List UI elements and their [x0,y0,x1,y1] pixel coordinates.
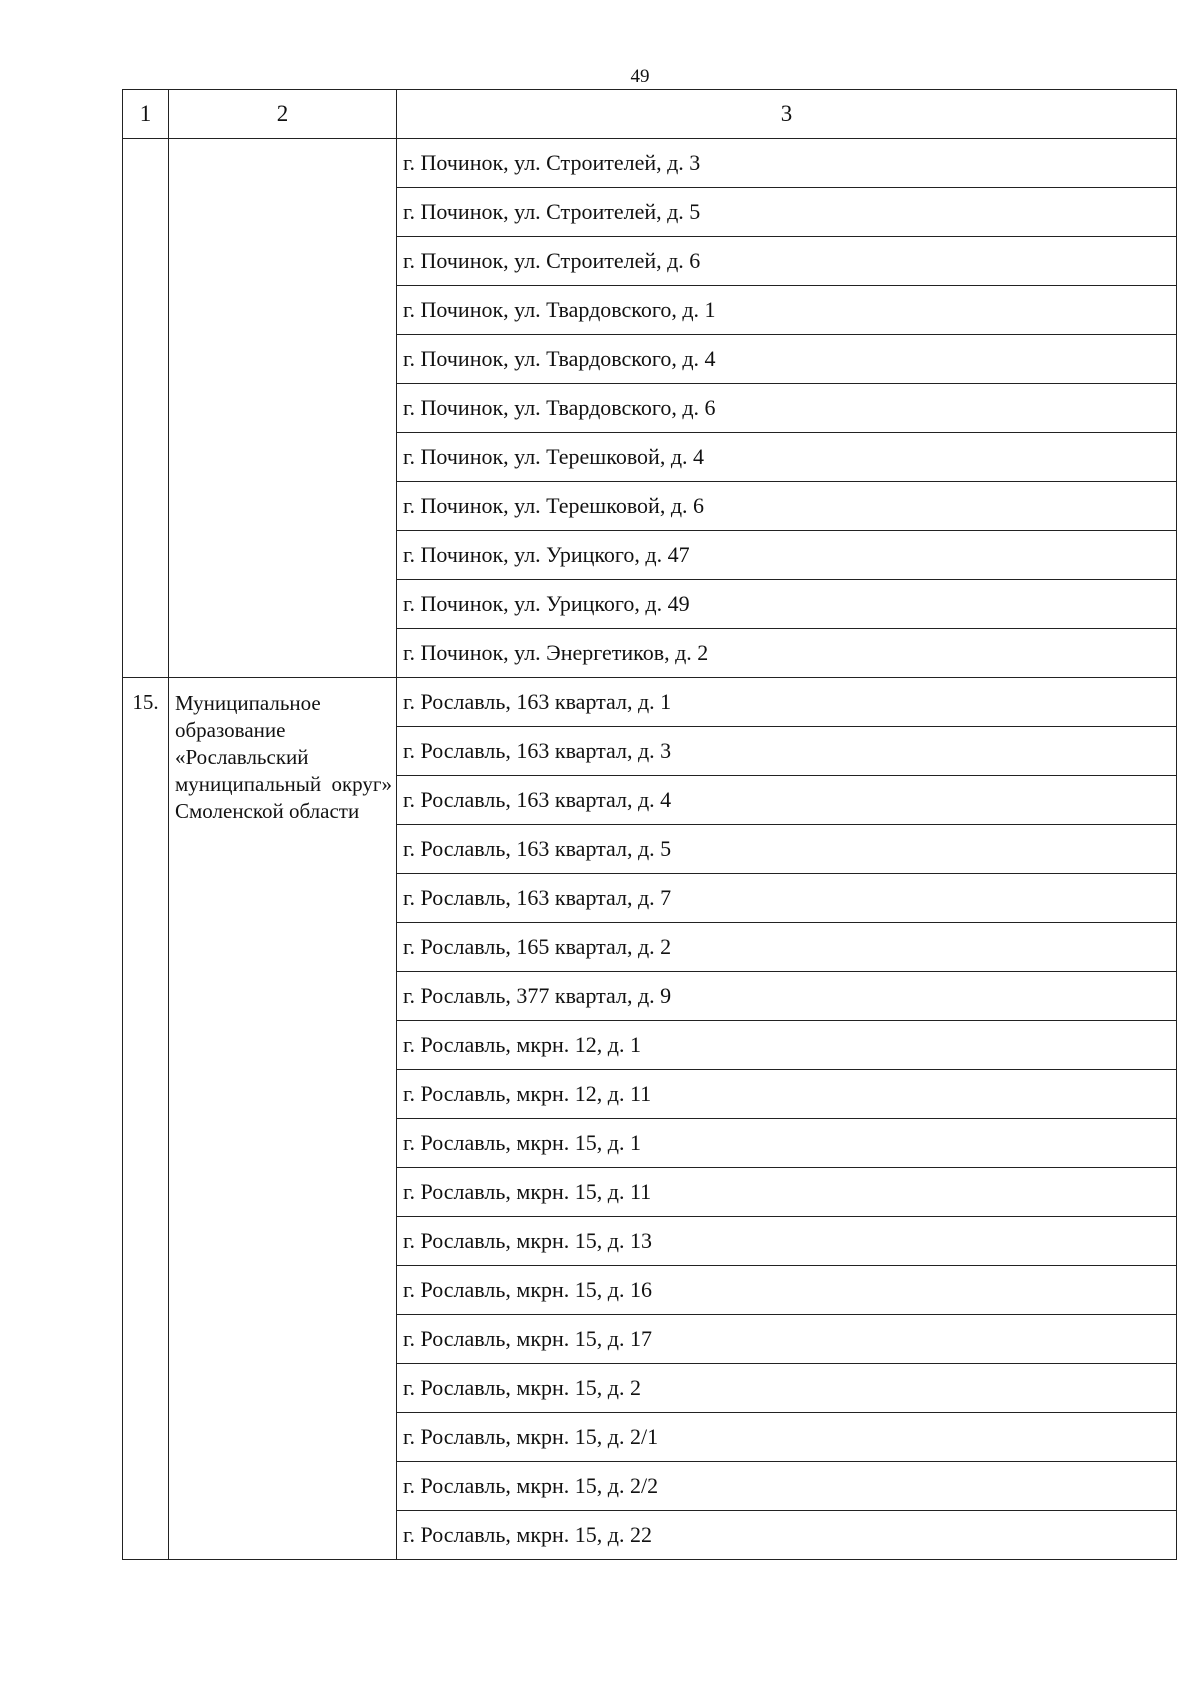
address-cell: г. Рославль, мкрн. 12, д. 1 [397,1021,1177,1070]
address-cell: г. Рославль, мкрн. 15, д. 22 [397,1511,1177,1560]
header-col-3: 3 [397,90,1177,139]
address-cell: г. Рославль, 163 квартал, д. 5 [397,825,1177,874]
header-col-2: 2 [169,90,397,139]
section-number: 15. [123,678,169,1560]
address-table [122,89,1177,1560]
address-cell: г. Починок, ул. Энергетиков, д. 2 [397,629,1177,678]
address-cell: г. Починок, ул. Строителей, д. 6 [397,237,1177,286]
address-cell: г. Починок, ул. Терешковой, д. 6 [397,482,1177,531]
header-col-1: 1 [123,90,169,139]
page-number: 49 [630,66,650,87]
address-cell: г. Рославль, мкрн. 15, д. 2/1 [397,1413,1177,1462]
address-cell: г. Починок, ул. Урицкого, д. 47 [397,531,1177,580]
address-cell: г. Починок, ул. Урицкого, д. 49 [397,580,1177,629]
address-cell: г. Рославль, 163 квартал, д. 4 [397,776,1177,825]
address-cell: г. Починок, ул. Твардовского, д. 4 [397,335,1177,384]
address-cell: г. Рославль, 165 квартал, д. 2 [397,923,1177,972]
address-cell: г. Рославль, мкрн. 15, д. 17 [397,1315,1177,1364]
address-cell: г. Починок, ул. Твардовского, д. 1 [397,286,1177,335]
section-number [123,139,169,678]
address-cell: г. Починок, ул. Строителей, д. 3 [397,139,1177,188]
address-cell: г. Рославль, мкрн. 15, д. 1 [397,1119,1177,1168]
address-cell: г. Рославль, 377 квартал, д. 9 [397,972,1177,1021]
address-cell: г. Починок, ул. Терешковой, д. 4 [397,433,1177,482]
address-cell: г. Рославль, 163 квартал, д. 3 [397,727,1177,776]
address-cell: г. Починок, ул. Твардовского, д. 6 [397,384,1177,433]
address-cell: г. Рославль, мкрн. 15, д. 13 [397,1217,1177,1266]
address-cell: г. Рославль, мкрн. 15, д. 2/2 [397,1462,1177,1511]
address-cell: г. Рославль, мкрн. 15, д. 16 [397,1266,1177,1315]
address-cell: г. Рославль, 163 квартал, д. 7 [397,874,1177,923]
address-cell: г. Рославль, мкрн. 15, д. 2 [397,1364,1177,1413]
organization-name [169,139,397,678]
organization-name: Муниципальное образование «Рославльский муниципальный округ» Смоленской области [169,678,397,1560]
table-row [123,678,1177,727]
address-cell: г. Рославль, мкрн. 15, д. 11 [397,1168,1177,1217]
address-cell: г. Рославль, 163 квартал, д. 1 [397,678,1177,727]
address-cell: г. Починок, ул. Строителей, д. 5 [397,188,1177,237]
table-row [123,139,1177,188]
address-cell: г. Рославль, мкрн. 12, д. 11 [397,1070,1177,1119]
table-body [123,90,1177,1560]
table-header-row [123,90,1177,139]
